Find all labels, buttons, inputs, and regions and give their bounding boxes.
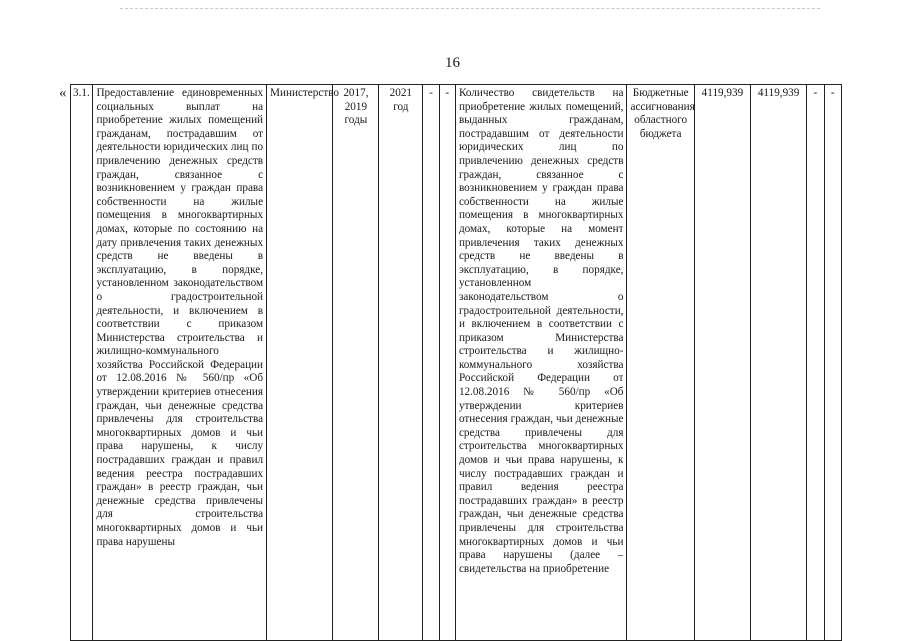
executor-cell bbox=[267, 85, 340, 641]
dash-value-3: - bbox=[813, 87, 818, 99]
row-number: 3.1. bbox=[73, 87, 90, 99]
measures-table bbox=[70, 84, 842, 641]
years-cell bbox=[333, 85, 379, 641]
dash-cell-4 bbox=[824, 85, 841, 641]
year-2021: 2021 год bbox=[389, 87, 413, 113]
funding-source: Бюджетные ассигнования областного бюджета bbox=[630, 87, 695, 140]
dash-cell-3 bbox=[807, 85, 824, 641]
funding-source-cell bbox=[627, 85, 694, 641]
scan-artifact-line bbox=[120, 8, 820, 10]
amount-cell-1 bbox=[694, 85, 750, 641]
measure-description: Предоставление единовременных социальных выплат на приобретение жилых помещений гражданам, пострадавшим от деятельности юридических лиц по привлечению денежных средств граждан, связанное с возникновением у граждан права собственности на жилые помещения в многоквартирных домах, которые по состоянию на дату привлечения таких денежных средств не введены в эксплуатацию, в порядке, установленном законодательством о градостроительной деятельности, и включением в соответствии с приказом Министерства строительства и жилищно-коммунального хозяйства Российской Федерации от 12.08.2016 № 560/пр «Об утверждении критериев отнесения граждан, чьи денежные средства привлечены для строительства многоквартирных домов и чьи права нарушены, к числу пострадавших граждан и правил ведения реестра пострадавших граждан» в реестр граждан, чьи денежные средства привлечены для строительства многоквартирных домов и чьи права нарушены bbox=[96, 87, 264, 548]
dash-value-2: - bbox=[445, 87, 450, 99]
amount-1: 4119,939 bbox=[701, 87, 744, 99]
opening-quote-mark: « bbox=[59, 85, 67, 101]
amount-cell-2 bbox=[751, 85, 807, 641]
year-2021-cell bbox=[379, 85, 423, 641]
years: 2017, 2019 годы bbox=[343, 87, 369, 127]
row-number-cell bbox=[71, 85, 93, 641]
executor: Министерство bbox=[270, 87, 340, 99]
dash-cell-2 bbox=[439, 85, 455, 641]
indicator-description: Количество свидетельств на приобретение жилых помещений, выданных гражданам, пострадавшим от деятельности юридических лиц по привлечению денежных средств граждан, связанное с возникновением у граждан права собственности на жилые помещения в многоквартирных домах, которые на момент привлечения таких денежных средств не введены в эксплуатацию, в порядке, установленном законодательством о градостроительной деятельности, и включением в соответствии с приказом Министерства строительства и жилищно-коммунального хозяйства Российской Федерации от 12.08.2016 № 560/пр «Об утверждении критериев отнесения граждан, чьи денежные средства привлечены для строительства многоквартирных домов и чьи права нарушены, к числу пострадавших граждан и правил ведения реестра пострадавших граждан» в реестр граждан, чьи денежные средства привлечены для строительства многоквартирных домов и чьи права нарушены (далее – свидетельства на приобретение bbox=[458, 87, 624, 575]
page-number: 16 bbox=[445, 55, 460, 71]
dash-value-4: - bbox=[830, 87, 835, 99]
dash-cell-1 bbox=[423, 85, 439, 641]
table-row bbox=[71, 85, 842, 641]
indicator-cell bbox=[455, 85, 627, 641]
amount-2: 4119,939 bbox=[757, 87, 800, 99]
dash-value-1: - bbox=[429, 87, 433, 99]
measure-description-cell bbox=[93, 85, 267, 641]
